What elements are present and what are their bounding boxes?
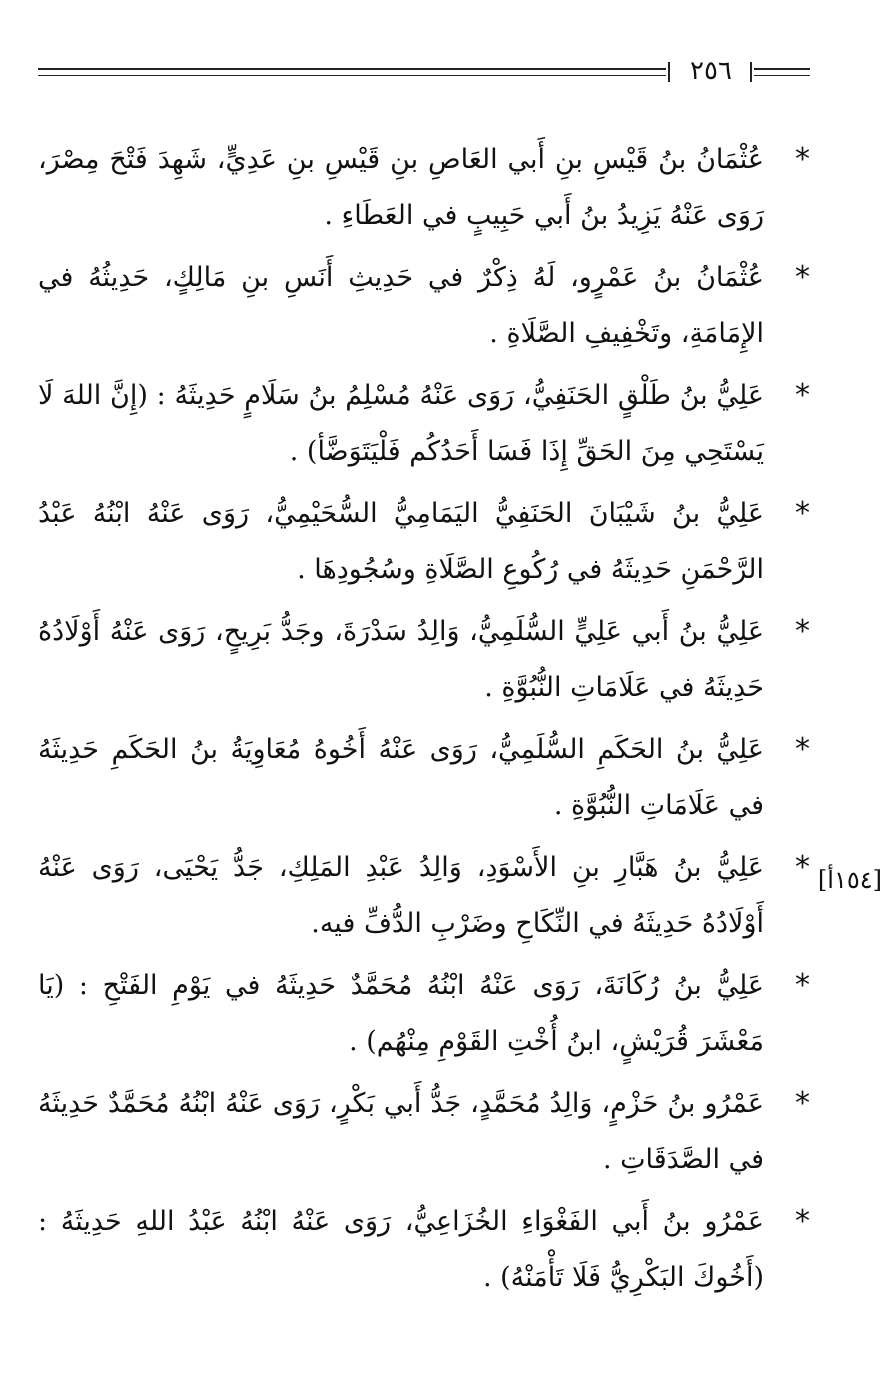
entry-text: عَمْرُو بنُ حَزْمٍ، وَالِدُ مُحَمَّدٍ، جَدُّ أَبي بَكْرٍ، رَوَى عَنْهُ ابْنُهُ مُحَمَّدٌ حَدِيثَهُ في الصَّدَقَاتِ .	[38, 1088, 764, 1175]
bullet-star-icon: *	[795, 1086, 810, 1121]
bullet-star-icon: *	[795, 1204, 810, 1239]
entry-text: عُثْمَانُ بنُ عَمْرٍو، لَهُ ذِكْرٌ في حَدِيثِ أَنَسِ بنِ مَالِكٍ، حَدِيثُهُ في الإِمَامَةِ، وتَخْفِيفِ الصَّلَاةِ .	[38, 262, 764, 349]
bullet-star-icon: *	[795, 732, 810, 767]
header-rule-divider-left	[668, 62, 670, 82]
entry-text: عَلِيُّ بنُ الحَكَمِ السُّلَمِيُّ، رَوَى عَنْهُ أَخُوهُ مُعَاوِيَةُ بنُ الحَكَمِ حَدِيثَهُ في عَلَامَاتِ النُّبُوَّةِ .	[38, 734, 764, 821]
header-rule-long	[38, 68, 666, 76]
entry-text: عَلِيُّ بنُ شَيْبَانَ الحَنَفِيُّ اليَمَامِيُّ السُّحَيْمِيُّ، رَوَى عَنْهُ ابْنُهُ عَبْدُ الرَّحْمَنِ حَدِيثَهُ في رُكُوعِ الصَّلَاةِ وسُجُودِهَا .	[38, 498, 764, 585]
entry-text: عَلِيُّ بنُ طَلْقٍ الحَنَفِيُّ، رَوَى عَنْهُ مُسْلِمُ بنُ سَلَامٍ حَدِيثَهُ : (إِنَّ اللهَ لَا يَسْتَحِي مِنَ الحَقِّ إِذَا فَسَا أَحَدُكُم فَلْيَتَوَضَّأ) .	[38, 380, 764, 467]
list-item	[38, 486, 810, 598]
page-header	[38, 56, 810, 100]
entry-text: عَلِيُّ بنُ هَبَّارِ بنِ الأَسْوَدِ، وَالِدُ عَبْدِ المَلِكِ، جَدُّ يَحْيَى، رَوَى عَنْهُ أَوْلَادُهُ حَدِيثَهُ في النِّكَاحِ وضَرْبِ الدُّفِّ فيه.	[38, 852, 764, 939]
list-item	[38, 132, 810, 244]
bullet-star-icon: *	[795, 850, 810, 885]
header-rule-divider-right	[750, 62, 752, 82]
page-number: ٢٥٦	[690, 56, 732, 86]
bullet-star-icon: *	[795, 968, 810, 1003]
list-item	[38, 958, 810, 1070]
bullet-star-icon: *	[795, 496, 810, 531]
bullet-star-icon: *	[795, 614, 810, 649]
list-item	[38, 722, 810, 834]
margin-folio-note: [١٥٤أ]	[817, 866, 882, 894]
bullet-star-icon: *	[795, 378, 810, 413]
bullet-star-icon: *	[795, 260, 810, 295]
entry-text: عَلِيُّ بنُ رُكَانَةَ، رَوَى عَنْهُ ابْنُهُ مُحَمَّدٌ حَدِيثَهُ في يَوْمِ الفَتْحِ : (يَا مَعْشَرَ قُرَيْشٍ، ابنُ أُخْتِ القَوْمِ مِنْهُم) .	[38, 970, 764, 1057]
bullet-star-icon: *	[795, 142, 810, 177]
entry-text: عَمْرُو بنُ أَبي الفَغْوَاءِ الخُزَاعِيُّ، رَوَى عَنْهُ ابْنُهُ عَبْدُ اللهِ حَدِيثَهُ : (أَخُوكَ البَكْرِيُّ فَلَا تَأْمَنْهُ) .	[38, 1206, 764, 1293]
list-item	[38, 1076, 810, 1188]
header-rule-short	[754, 68, 810, 76]
list-item	[38, 368, 810, 480]
list-item	[38, 250, 810, 362]
list-item	[38, 840, 810, 952]
list-item	[38, 1194, 810, 1306]
entry-text: عَلِيُّ بنُ أَبي عَلِيٍّ السُّلَمِيُّ، وَالِدُ سَدْرَةَ، وجَدُّ بَرِيحٍ، رَوَى عَنْهُ أَوْلَادُهُ حَدِيثَهُ في عَلَامَاتِ النُّبُوَّةِ .	[38, 616, 764, 703]
list-item	[38, 604, 810, 716]
entries-list	[38, 132, 810, 1312]
entry-text: عُثْمَانُ بنُ قَيْسِ بنِ أَبي العَاصِ بنِ قَيْسِ بنِ عَدِيٍّ، شَهِدَ فَتْحَ مِصْرَ، رَوَى عَنْهُ يَزِيدُ بنُ أَبي حَبِيبٍ في العَطَاءِ .	[38, 144, 764, 231]
